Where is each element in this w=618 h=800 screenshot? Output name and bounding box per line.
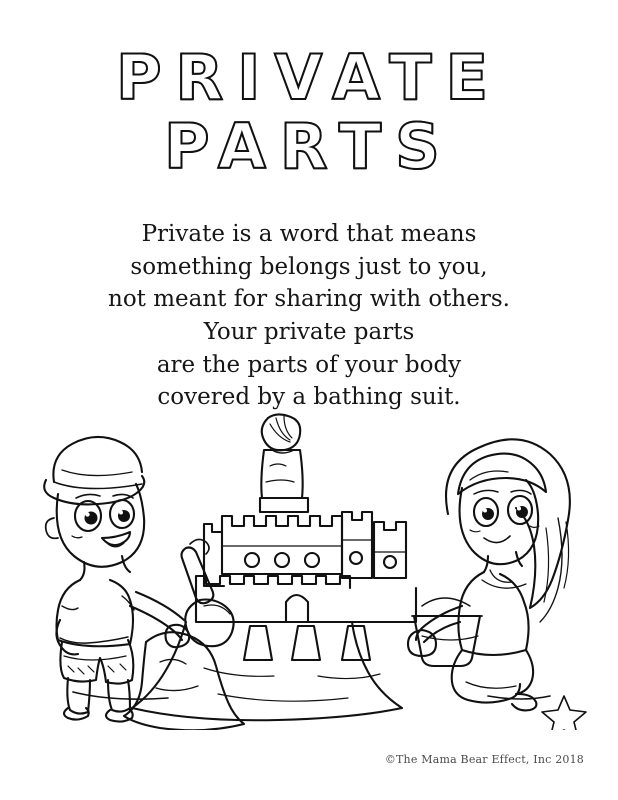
copyright-notice: ©The Mama Bear Effect, Inc 2018 [384,753,584,766]
small-sand-mound [124,632,244,730]
illustration [18,410,600,730]
starfish [542,696,586,730]
title-line-1: PRIVATE [116,41,502,114]
verse-line-4: Your private parts [203,318,415,345]
page-title [0,41,618,184]
verse-line-6: covered by a bathing suit. [157,384,461,411]
title-line-2: PARTS [164,110,454,184]
sandcastle [132,414,416,720]
boy-figure [44,437,189,722]
shovel [182,539,234,646]
verse-line-1: Private is a word that means [141,221,477,247]
verse-line-2: something belongs just to you, [130,253,488,280]
verse-text [0,218,618,414]
girl-figure [408,439,570,710]
verse-line-5: are the parts of your body [156,351,462,378]
verse-line-3: not meant for sharing with others. [108,286,510,313]
seashell-flag [262,414,301,453]
sand-bucket [412,598,482,666]
